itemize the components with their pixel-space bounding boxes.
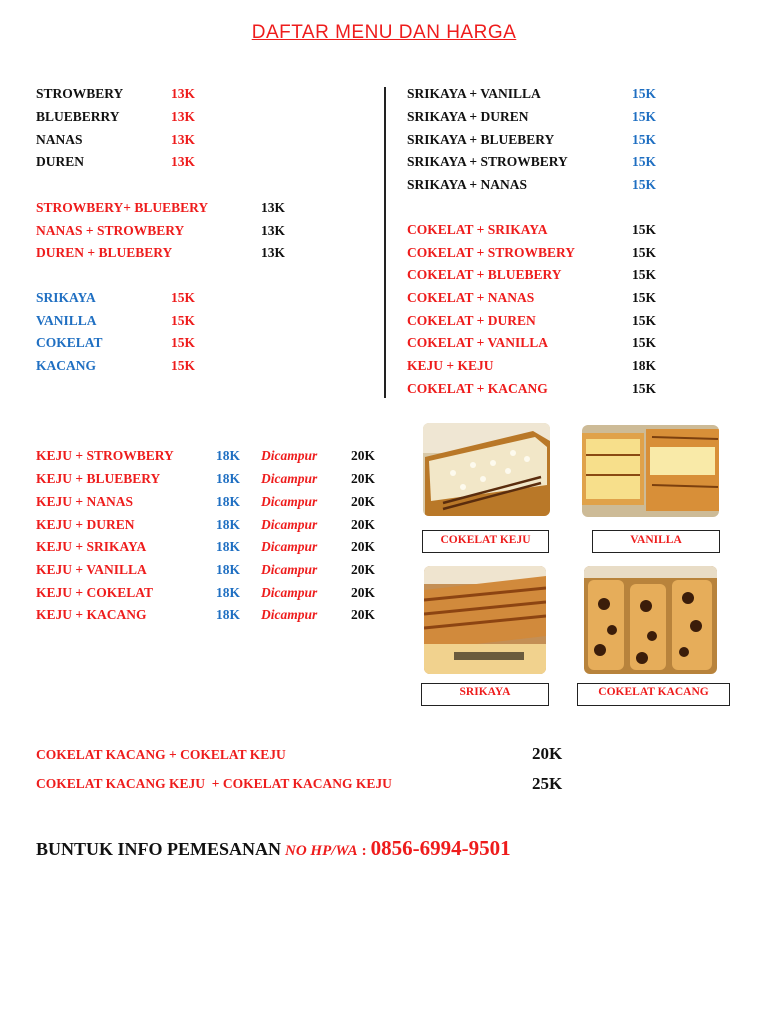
page-title: DAFTAR MENU DAN HARGA — [251, 22, 517, 43]
column-divider — [384, 87, 386, 398]
phone-number: 0856-6994-9501 — [370, 836, 511, 860]
combo-name: COKELAT KACANG + COKELAT KEJU — [36, 747, 286, 762]
combo-name: COKELAT KACANG KEJU + COKELAT KACANG KEJU — [36, 776, 392, 791]
contact-colon: : — [361, 843, 367, 859]
contact-line — [36, 836, 511, 861]
photo-caption: COKELAT KEJU — [422, 530, 549, 553]
cokelat-keju-photo — [423, 423, 550, 516]
combo-price: 20K — [532, 744, 563, 763]
combo-price: 25K — [532, 774, 563, 793]
cokelat-kacang-photo — [584, 566, 717, 674]
contact-label: BUNTUK INFO PEMESANAN — [36, 839, 282, 859]
photo-caption: SRIKAYA — [421, 683, 549, 706]
srikaya-photo — [424, 566, 546, 674]
contact-sub: NO HP/WA — [285, 843, 358, 859]
vanilla-photo — [582, 425, 719, 517]
photo-caption: VANILLA — [592, 530, 720, 553]
photo-caption: COKELAT KACANG — [577, 683, 730, 706]
